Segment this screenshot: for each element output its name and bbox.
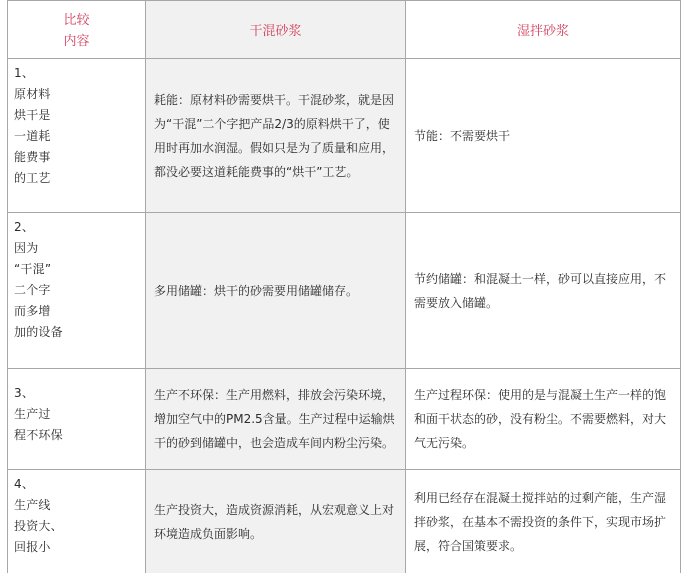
row4-dry-cell — [146, 470, 405, 573]
row2-label-cell — [8, 213, 145, 368]
row3-wet-text: 生产过程环保：使用的是与混凝土生产一样的饱和面干状态的砂，没有粉尘。不需要燃料，对大气无污染。 — [414, 388, 667, 450]
row-label-line: 一道耗 — [14, 129, 51, 143]
row-label-line: 程不环保 — [14, 428, 63, 442]
row1-wet-cell — [406, 59, 680, 212]
header-compare-line2: 内容 — [63, 33, 90, 49]
row3-label-cell — [8, 369, 145, 469]
row-label-line: 生产过 — [14, 407, 51, 421]
row1-dry-text: 耗能：原材料砂需要烘干。干混砂浆，就是因为“干混”二个字把产品2/3的原料烘干了，使用时再加水润湿。假如只是为了质量和应用，都没必要这道耗能费事的“烘干”工艺。 — [154, 92, 395, 179]
row-label-line: 加的设备 — [14, 325, 63, 339]
row-label-line: 2、 — [14, 220, 35, 234]
header-compare-cell — [8, 1, 145, 58]
header-wet-mortar: 湿拌砂浆 — [516, 24, 569, 39]
row-label-line: 投资大、 — [14, 519, 63, 533]
row-label-line: 能费事 — [14, 150, 51, 164]
row2-wet-cell — [406, 213, 680, 368]
row-label-line: 因为 — [14, 241, 39, 255]
comparison-table — [7, 0, 681, 573]
row1-label-cell — [8, 59, 145, 212]
row-label-line: 1、 — [14, 66, 35, 80]
row3-dry-text: 生产不环保：生产用燃料，排放会污染环境，增加空气中的PM2.5含量。生产过程中运输烘干的砂到储罐中，也会造成车间内粉尘污染。 — [154, 388, 395, 450]
row1-wet-text: 节能：不需要烘干 — [414, 128, 511, 143]
row-label-line: 生产线 — [14, 498, 51, 512]
row-label-line: 二个字 — [14, 283, 51, 297]
row-label-line: 回报小 — [14, 540, 51, 554]
row-label-line: 而多增 — [14, 304, 51, 318]
row4-label-cell — [8, 470, 145, 573]
row3-wet-cell — [406, 369, 680, 469]
row3-dry-cell — [146, 369, 405, 469]
row4-wet-cell — [406, 470, 680, 573]
header-dry-mortar: 干混砂浆 — [249, 24, 302, 39]
row2-wet-text: 节约储罐：和混凝土一样，砂可以直接应用，不需要放入储罐。 — [414, 271, 667, 310]
row4-wet-text: 利用已经存在混凝土搅拌站的过剩产能，生产湿拌砂浆，在基本不需投资的条件下，实现市场扩展，符合国策要求。 — [414, 490, 667, 553]
row-label-line: 烘干是 — [14, 108, 51, 122]
row-label-line: 4、 — [14, 477, 35, 491]
row2-dry-text: 多用储罐：烘干的砂需要用储罐储存。 — [154, 283, 359, 298]
row-label-line: 原材料 — [14, 87, 51, 101]
header-dry-mortar-cell — [146, 1, 405, 58]
row-label-line: 的工艺 — [14, 171, 51, 185]
row2-dry-cell — [146, 213, 405, 368]
row1-dry-cell — [146, 59, 405, 212]
row-label-line: “干混” — [14, 262, 52, 276]
header-wet-mortar-cell — [406, 1, 680, 58]
row-label-line: 3、 — [14, 386, 35, 400]
header-compare-line1: 比较 — [63, 12, 90, 28]
row4-dry-text: 生产投资大，造成资源消耗，从宏观意义上对环境造成负面影响。 — [154, 502, 395, 541]
